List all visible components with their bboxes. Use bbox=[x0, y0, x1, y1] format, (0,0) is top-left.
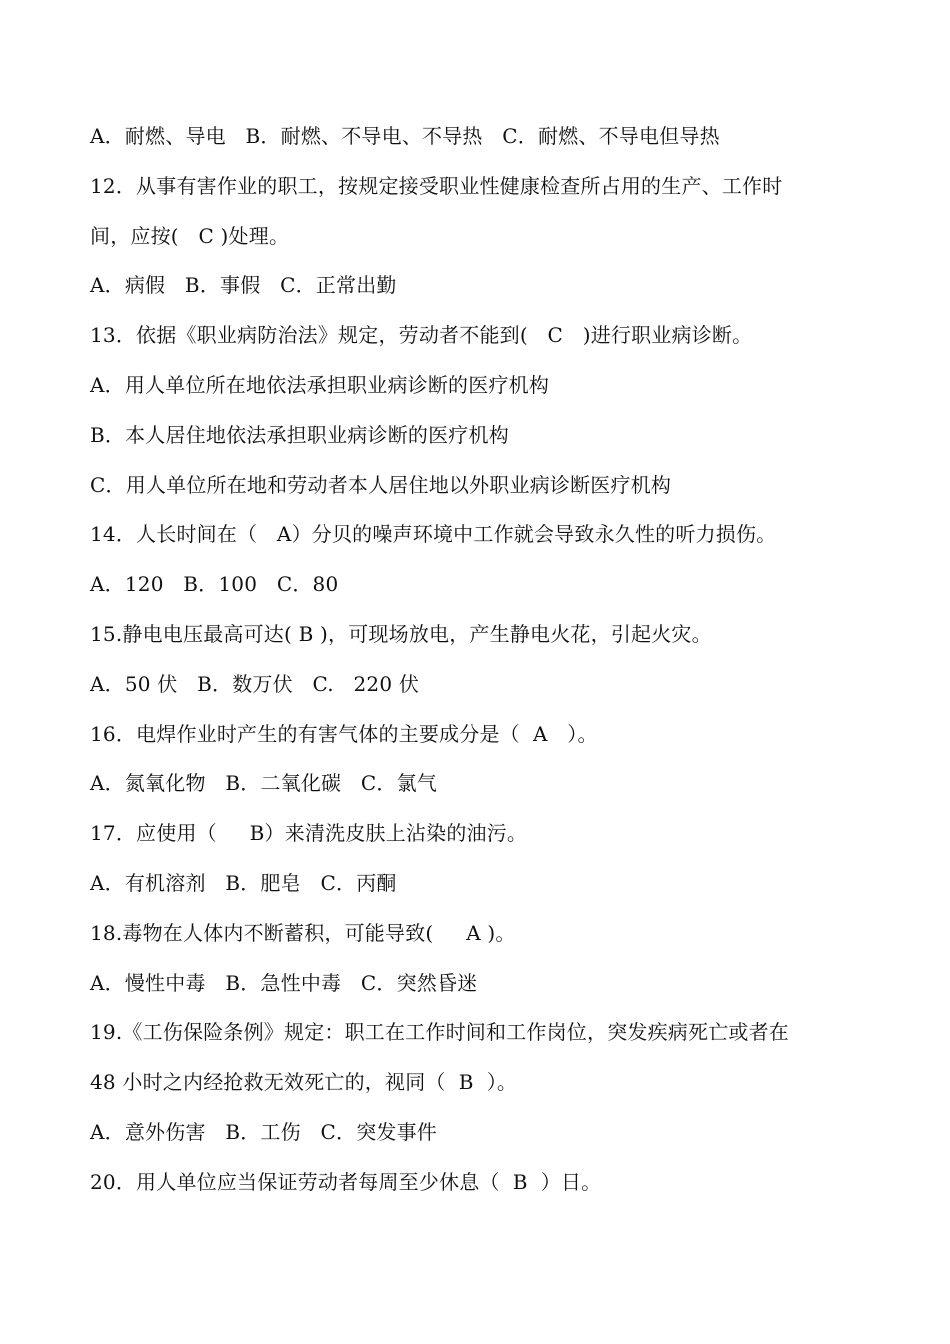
question-line: 13．依据《职业病防治法》规定，劳动者不能到( C )进行职业病诊断。 bbox=[90, 323, 753, 348]
question-line-continued: 48 小时之内经抢救无效死亡的，视同（ B ）。 bbox=[90, 1070, 518, 1095]
option-line: A．耐燃、导电 B．耐燃、不导电、不导热 C．耐燃、不导电但导热 bbox=[90, 124, 720, 148]
option-line: A．氮氧化物 B．二氧化碳 C．氯气 bbox=[90, 771, 437, 796]
question-line: 19.《工伤保险条例》规定：职工在工作时间和工作岗位，突发疾病死亡或者在 bbox=[90, 1020, 790, 1045]
question-line-continued: 间，应按( C )处理。 bbox=[90, 223, 290, 248]
option-line: A．慢性中毒 B．急性中毒 C．突然昏迷 bbox=[90, 970, 478, 995]
question-line: 20．用人单位应当保证劳动者每周至少休息（ B ）日。 bbox=[90, 1169, 602, 1194]
question-line: 17．应使用（ B）来清洗皮肤上沾染的油污。 bbox=[90, 821, 528, 846]
option-line: A．120 B．100 C．80 bbox=[90, 572, 339, 597]
option-line: A．有机溶剂 B．肥皂 C．丙酮 bbox=[90, 870, 397, 895]
option-line: C．用人单位所在地和劳动者本人居住地以外职业病诊断医疗机构 bbox=[90, 472, 672, 497]
question-line: 14．人长时间在（ A）分贝的噪声环境中工作就会导致永久性的听力损伤。 bbox=[90, 522, 777, 547]
question-line: 12．从事有害作业的职工，按规定接受职业性健康检查所占用的生产、工作时 bbox=[90, 173, 783, 198]
question-line: 18.毒物在人体内不断蓄积，可能导致( A )。 bbox=[90, 920, 516, 945]
option-line: A．用人单位所在地依法承担职业病诊断的医疗机构 bbox=[90, 372, 550, 397]
question-line: 15.静电电压最高可达( B )，可现场放电，产生静电火花，引起火灾。 bbox=[90, 621, 712, 646]
option-line: B．本人居住地依法承担职业病诊断的医疗机构 bbox=[90, 422, 509, 447]
option-line: A．意外伤害 B．工伤 C．突发事件 bbox=[90, 1119, 437, 1144]
option-line: A．50 伏 B．数万伏 C. 220 伏 bbox=[90, 671, 420, 696]
document-body bbox=[90, 116, 890, 1212]
question-line: 16．电焊作业时产生的有害气体的主要成分是（ A ）。 bbox=[90, 721, 598, 746]
option-line: A．病假 B．事假 C．正常出勤 bbox=[90, 273, 397, 298]
